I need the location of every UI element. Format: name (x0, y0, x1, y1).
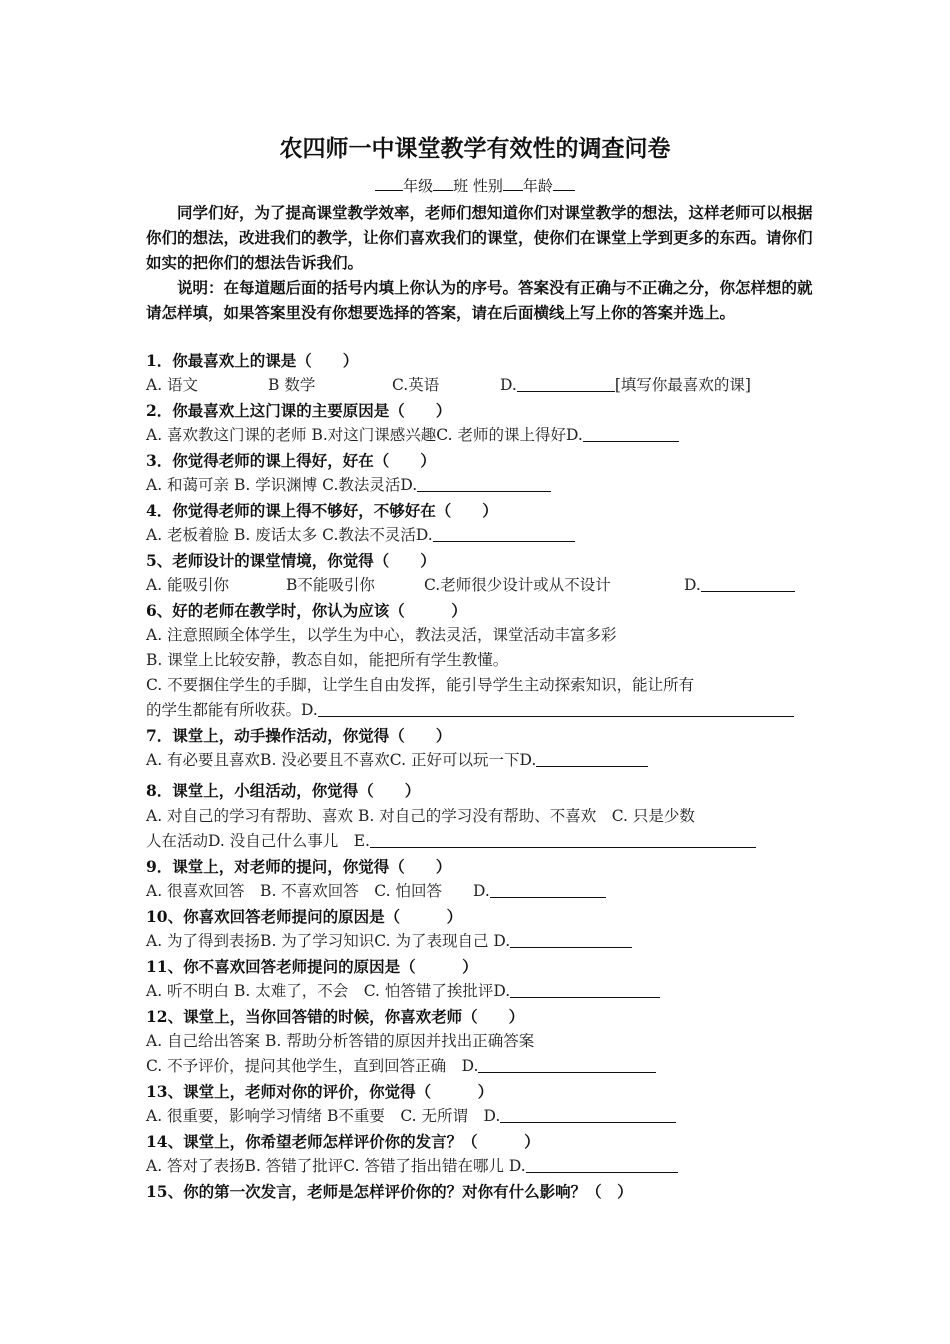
question-8: 8．课堂上，小组活动，你觉得（ ） (146, 781, 421, 800)
answer-blank[interactable] (490, 880, 606, 898)
question-4-options (146, 523, 816, 548)
age-blank[interactable] (553, 174, 575, 191)
question-3: 3．你觉得老师的课上得好，好在（ ） (146, 451, 436, 470)
question-11: 11、你不喜欢回答老师提问的原因是（ ） (146, 957, 478, 976)
question-3-options (146, 473, 816, 498)
question-1: 1．你最喜欢上的课是（ ） (146, 351, 359, 370)
answer-blank[interactable] (417, 474, 551, 492)
intro-paragraph: 同学们好，为了提高课堂教学效率，老师们想知道你们对课堂教学的想法，这样老师可以根据你们的想法，改进我们的教学，让你们喜欢我们的课堂，使你们在课堂上学到更多的东西。请你们如实的把你们的想法告诉我们。 (146, 203, 813, 272)
answer-blank[interactable] (478, 1055, 656, 1073)
question-4: 4．你觉得老师的课上得不够好，不够好在（ ） (146, 501, 498, 520)
question-2: 2．你最喜欢上这门课的主要原因是（ ） (146, 401, 452, 420)
option-d-hint: [填写你最喜欢的课] (614, 376, 751, 394)
answer-blank[interactable] (510, 980, 660, 998)
question-2-options (146, 423, 816, 448)
page-title: 农四师一中课堂教学有效性的调查问卷 (279, 135, 671, 162)
question-6-option-a[interactable]: A. 注意照顾全体学生，以学生为中心，教法灵活，课堂活动丰富多彩 (146, 626, 617, 644)
class-blank[interactable] (433, 174, 453, 191)
question-13-options (146, 1104, 816, 1129)
question-8-options-line-1[interactable]: A. 对自己的学习有帮助、喜欢 B. 对自己的学习没有帮助、不喜欢 C. 只是少数 (146, 807, 695, 825)
answer-blank[interactable] (583, 424, 679, 442)
grade-blank[interactable] (375, 174, 403, 191)
gender-blank[interactable] (503, 174, 523, 191)
option-b[interactable]: B 数学 (268, 376, 316, 394)
question-6-option-d (146, 698, 816, 723)
question-10-options (146, 929, 816, 954)
option-b[interactable]: B不能吸引你 (286, 576, 375, 594)
answer-blank[interactable] (536, 749, 648, 767)
question-12-options-line-1[interactable]: A. 自己给出答案 B. 帮助分析答错的原因并找出正确答案 (146, 1032, 535, 1050)
question-5: 5、老师设计的课堂情境，你觉得（ ） (146, 551, 436, 570)
answer-blank[interactable] (370, 830, 756, 848)
answer-blank[interactable] (500, 1105, 676, 1123)
question-8-options-line-2 (146, 829, 816, 854)
answer-blank[interactable] (433, 524, 575, 542)
options-text[interactable]: A. 有必要且喜欢B. 没必要且不喜欢C. 正好可以玩一下D. (146, 751, 537, 769)
question-6: 6、好的老师在教学时，你认为应该（ ） (146, 601, 467, 620)
question-7: 7．课堂上，动手操作活动，你觉得（ ） (146, 726, 452, 745)
options-text[interactable]: A. 答对了表扬B. 答错了批评C. 答错了指出错在哪儿 D. (146, 1157, 526, 1175)
question-12: 12、课堂上，当你回答错的时候，你喜欢老师（ ） (146, 1007, 525, 1026)
question-6-option-b[interactable]: B. 课堂上比较安静，教态自如，能把所有学生教懂。 (146, 651, 509, 669)
options-text[interactable]: A. 听不明白 B. 太难了，不会 C. 怕答错了挨批评D. (146, 982, 511, 1000)
question-5-options (146, 573, 816, 598)
student-info-line (0, 174, 950, 198)
option-c[interactable]: C.老师很少设计或从不设计 (424, 576, 611, 594)
option-d-text[interactable]: 的学生都能有所收获。D. (146, 701, 318, 719)
answer-blank[interactable] (517, 374, 615, 392)
option-d[interactable]: D. (684, 576, 701, 594)
age-label: 年龄 (522, 177, 553, 195)
options-text[interactable]: A. 老板着脸 B. 废话太多 C.教法不灵活D. (146, 526, 433, 544)
answer-blank[interactable] (526, 1155, 678, 1173)
options-text[interactable]: A. 喜欢教这门课的老师 B.对这门课感兴趣C. 老师的课上得好D. (146, 426, 583, 444)
answer-blank[interactable] (318, 699, 794, 717)
question-13: 13、课堂上，老师对你的评价，你觉得（ ） (146, 1082, 494, 1101)
question-10: 10、你喜欢回答老师提问的原因是（ ） (146, 907, 463, 926)
grade-label: 年级 (403, 177, 434, 195)
options-text[interactable]: 人在活动D. 没自己什么事儿 E. (146, 832, 370, 850)
question-9: 9．课堂上，对老师的提问，你觉得（ ） (146, 857, 452, 876)
class-gender-label: 班 性别 (453, 177, 503, 195)
option-c[interactable]: C.英语 (392, 376, 440, 394)
options-text[interactable]: A. 为了得到表扬B. 为了学习知识C. 为了表现自己 D. (146, 932, 511, 950)
question-9-options (146, 879, 816, 904)
answer-blank[interactable] (510, 930, 632, 948)
question-14-options (146, 1154, 816, 1179)
question-7-options (146, 748, 816, 773)
options-text[interactable]: A. 很重要，影响学习情绪 B不重要 C. 无所谓 D. (146, 1107, 501, 1125)
question-11-options (146, 979, 816, 1004)
option-a[interactable]: A. 能吸引你 (146, 576, 230, 594)
options-text[interactable]: A. 很喜欢回答 B. 不喜欢回答 C. 怕回答 D. (146, 882, 490, 900)
options-text[interactable]: C. 不予评价，提问其他学生，直到回答正确 D. (146, 1057, 479, 1075)
question-12-options-line-2 (146, 1054, 816, 1079)
option-a[interactable]: A. 语文 (146, 376, 199, 394)
answer-blank[interactable] (701, 574, 795, 592)
question-15: 15、你的第一次发言，老师是怎样评价你的？对你有什么影响？（ ） (146, 1182, 633, 1201)
question-1-options (146, 373, 816, 398)
question-6-option-c[interactable]: C. 不要捆住学生的手脚，让学生自由发挥，能引导学生主动探索知识，能让所有 (146, 676, 695, 694)
option-d[interactable]: D. (500, 376, 517, 394)
instructions-paragraph: 说明：在每道题后面的括号内填上你认为的序号。答案没有正确与不正确之分，你怎样想的就请怎样填，如果答案里没有你想要选择的答案，请在后面横线上写上你的答案并选上。 (146, 278, 813, 322)
options-text[interactable]: A. 和蔼可亲 B. 学识渊博 C.教法灵活D. (146, 476, 418, 494)
question-14: 14、课堂上，你希望老师怎样评价你的发言？（ ） (146, 1132, 540, 1151)
